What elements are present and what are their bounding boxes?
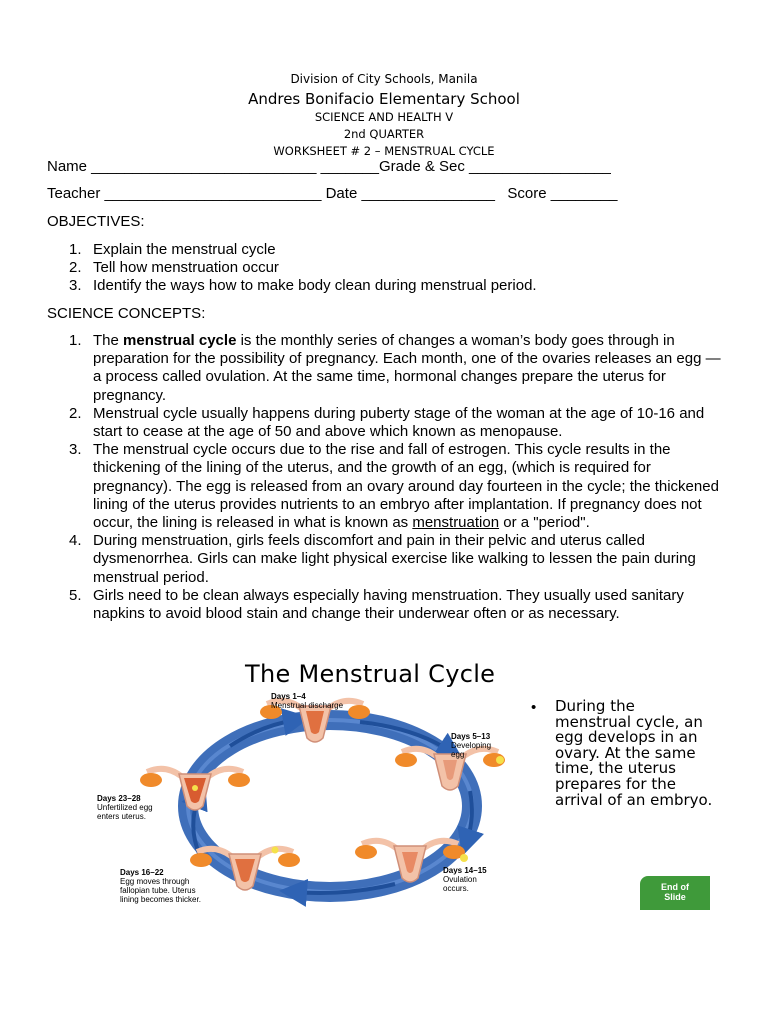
figure-title: The Menstrual Cycle — [245, 660, 496, 688]
division-name: Division of City Schools, Manila — [290, 72, 478, 86]
term-underlined: menstruation — [412, 514, 500, 532]
stage-caption-days-5-13 — [451, 732, 491, 759]
stage-days: Days 23–28 — [97, 794, 141, 803]
figure-bullet-text: During the menstrual cycle, an egg develops in an ovary. At the same time, the uterus prepares for the arrival of an embryo. — [555, 697, 713, 809]
stage-text: Egg moves through fallopian tube. Uterus lining becomes thicker. — [120, 877, 201, 904]
list-item — [47, 241, 727, 259]
worksheet-title: WORKSHEET # 2 – MENSTRUAL CYCLE — [273, 144, 495, 158]
item-text: Menstrual cycle usually happens during puberty stage of the woman at the age of 10-16 and start to cease at the age of 50 and above which known as menopause. — [93, 404, 705, 441]
objectives-list — [47, 241, 727, 296]
list-item — [47, 441, 727, 532]
stage-caption-days-1-4 — [271, 692, 343, 710]
stage-days: Days 16–22 — [120, 868, 164, 877]
item-number: 5. — [69, 586, 82, 604]
stage-days: Days 1–4 — [271, 692, 306, 701]
list-item — [47, 277, 727, 295]
end-of-slide-badge — [640, 876, 710, 910]
concepts-list — [47, 332, 727, 623]
bullet-icon: • — [531, 699, 537, 716]
item-text: Girls need to be clean always especially having menstruation. They usually used sanitary napkins to avoid blood stain and change their underwear often or as necessary. — [93, 586, 684, 623]
stage-days: Days 14–15 — [443, 866, 487, 875]
item-text-pre: The — [93, 332, 124, 349]
teacher-date-score-row[interactable]: Teacher __________________________ Date ________________ Score ________ — [47, 185, 618, 202]
stage-days: Days 5–13 — [451, 732, 491, 741]
concepts-heading: SCIENCE CONCEPTS: — [47, 305, 206, 322]
item-number: 2. — [69, 404, 82, 422]
list-item — [47, 532, 727, 587]
stage-caption-days-14-15 — [443, 866, 487, 893]
item-text-post: is the monthly series of changes a woman’s body goes through in preparation for the possibility of pregnancy. Each month, one of the ovaries releases an egg — a process called ovulation. At the same time, hormonal changes prepare the uterus for pregnancy. — [93, 332, 721, 404]
item-text: Explain the menstrual cycle — [93, 241, 276, 258]
objectives-heading: OBJECTIVES: — [47, 213, 145, 230]
item-text-pre: The menstrual cycle occurs due to the rise and fall of estrogen. This cycle results in the thickening of the lining of the uterus, and the growth of an egg, (which is required for pregnancy). The egg is released from an ovary around day fourteen in the cycle; the thickened lining of the uterus provides nutrients to an embryo after implantation. If pregnancy does not occur, the lining is released in what is known as — [93, 441, 719, 532]
item-number: 3. — [69, 277, 82, 295]
menstrual-cycle-figure — [95, 656, 715, 918]
uterus-icon — [140, 769, 250, 810]
end-badge-label: End of Slide — [661, 882, 689, 902]
item-text: Identify the ways how to make body clean during menstrual period. — [93, 277, 537, 295]
item-text: Tell how menstruation occur — [93, 259, 279, 277]
term-bold: menstrual cycle — [123, 332, 237, 349]
stage-text: Ovulation occurs. — [443, 875, 477, 893]
item-number: 2. — [69, 259, 82, 277]
stage-caption-days-16-22 — [120, 868, 201, 904]
item-text: During menstruation, girls feels discomfort and pain in their pelvic and uterus called dysmenorrhea. Girls can make light physical exercise like walking to lessen the pain during menstrual period. — [93, 532, 696, 586]
stage-text: Developing egg — [451, 741, 492, 759]
school-name: Andres Bonifacio Elementary School — [248, 90, 520, 108]
item-number: 4. — [69, 532, 82, 550]
list-item — [47, 259, 727, 277]
list-item — [47, 405, 727, 441]
list-item — [47, 332, 727, 405]
list-item — [47, 587, 727, 623]
name-grade-row[interactable]: Name ___________________________ _______Grade & Sec _________________ — [47, 158, 611, 175]
stage-text: Menstrual discharge — [271, 701, 344, 710]
stage-caption-days-23-28 — [97, 794, 153, 821]
item-number: 3. — [69, 441, 82, 459]
item-number: 1. — [69, 241, 82, 258]
item-text-post: or a "period". — [499, 514, 590, 532]
subject-title: SCIENCE AND HEALTH V — [314, 110, 454, 124]
item-number: 1. — [69, 332, 82, 349]
stage-text: Unfertilized egg enters uterus. — [97, 803, 153, 821]
quarter-label: 2nd QUARTER — [343, 127, 425, 141]
